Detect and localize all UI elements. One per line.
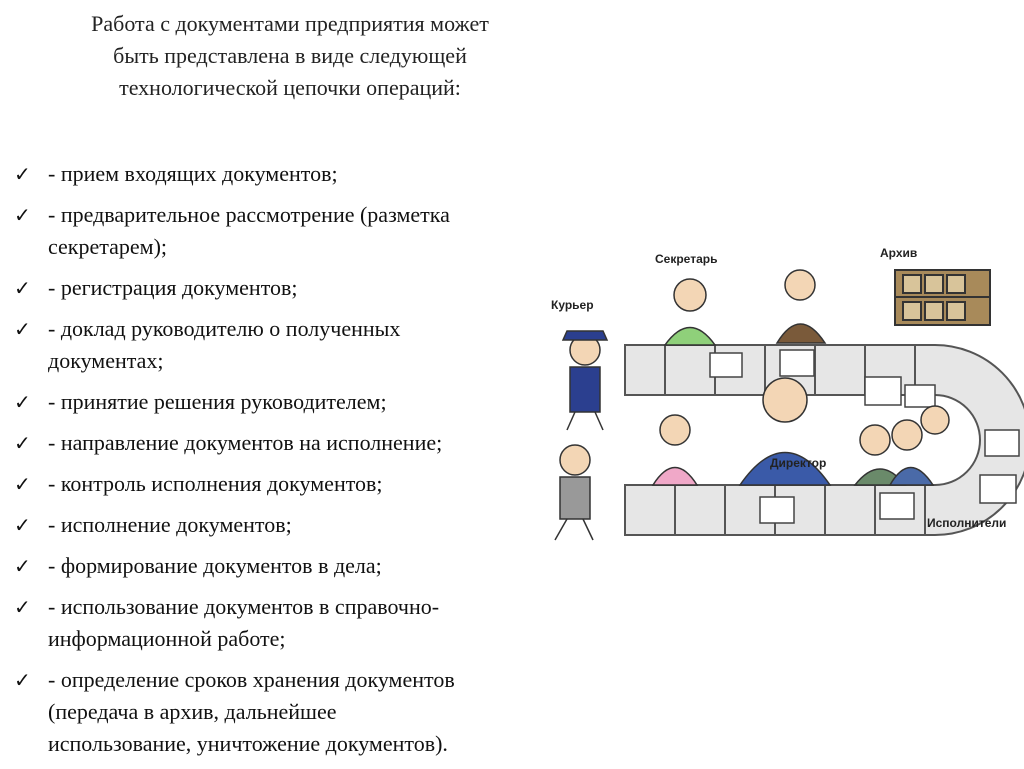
label-executors: Исполнители <box>927 516 1007 530</box>
list-item-text: (передача в архив, дальнейшее <box>48 699 337 724</box>
list-item-text: использование, уничтожение документов). <box>48 731 448 756</box>
checkmark-icon: ✓ <box>14 472 31 496</box>
checkmark-icon: ✓ <box>14 513 31 537</box>
list-item <box>14 509 594 541</box>
list-item-text: - формирование документов в дела; <box>48 553 382 578</box>
checkmark-icon: ✓ <box>14 554 31 578</box>
checkmark-icon: ✓ <box>14 390 31 414</box>
list-item <box>14 427 594 459</box>
list-item <box>14 386 594 418</box>
person-archivist <box>777 270 825 343</box>
document-workflow-illustration <box>515 235 1024 595</box>
list-item <box>14 313 594 377</box>
archive-shelves <box>895 270 990 325</box>
list-item <box>14 550 594 582</box>
list-item-text: информационной работе; <box>48 626 286 651</box>
list-item <box>14 158 594 190</box>
list-item <box>14 591 594 655</box>
operations-list <box>14 158 594 769</box>
list-item <box>14 272 594 304</box>
checkmark-icon: ✓ <box>14 317 31 341</box>
person-clerk <box>653 415 697 485</box>
list-item-text: - контроль исполнения документов; <box>48 471 383 496</box>
list-item-text: - определение сроков хранения документов <box>48 667 455 692</box>
checkmark-icon: ✓ <box>14 162 31 186</box>
list-item <box>14 664 594 760</box>
title-line: быть представлена в виде следующей <box>113 43 467 68</box>
list-item-text: документах; <box>48 348 164 373</box>
list-item <box>14 468 594 500</box>
list-item-text: секретарем); <box>48 234 168 259</box>
checkmark-icon: ✓ <box>14 668 31 692</box>
title-line: Работа с документами предприятия может <box>91 11 489 36</box>
label-courier: Курьер <box>551 298 594 312</box>
checkmark-icon: ✓ <box>14 595 31 619</box>
list-item-text: - доклад руководителю о полученных <box>48 316 401 341</box>
checkmark-icon: ✓ <box>14 431 31 455</box>
person-executors <box>855 406 949 485</box>
list-item-text: - использование документов в справочно- <box>48 594 440 619</box>
list-item-text: - направление документов на исполнение; <box>48 430 443 455</box>
person-messenger <box>555 445 593 540</box>
label-secretary: Секретарь <box>655 252 718 266</box>
checkmark-icon: ✓ <box>14 276 31 300</box>
label-director: Директор <box>770 456 827 470</box>
title-line: технологической цепочки операций: <box>119 75 461 100</box>
list-item-text: - прием входящих документов; <box>48 161 338 186</box>
list-item-text: - исполнение документов; <box>48 512 292 537</box>
list-item-text: - принятие решения руководителем; <box>48 389 387 414</box>
label-archive: Архив <box>880 246 918 260</box>
list-item <box>14 199 594 263</box>
checkmark-icon: ✓ <box>14 203 31 227</box>
person-secretary <box>665 279 715 345</box>
page-title <box>40 8 540 104</box>
list-item-text: - предварительное рассмотрение (разметка <box>48 202 450 227</box>
person-courier <box>563 331 607 430</box>
list-item-text: - регистрация документов; <box>48 275 298 300</box>
